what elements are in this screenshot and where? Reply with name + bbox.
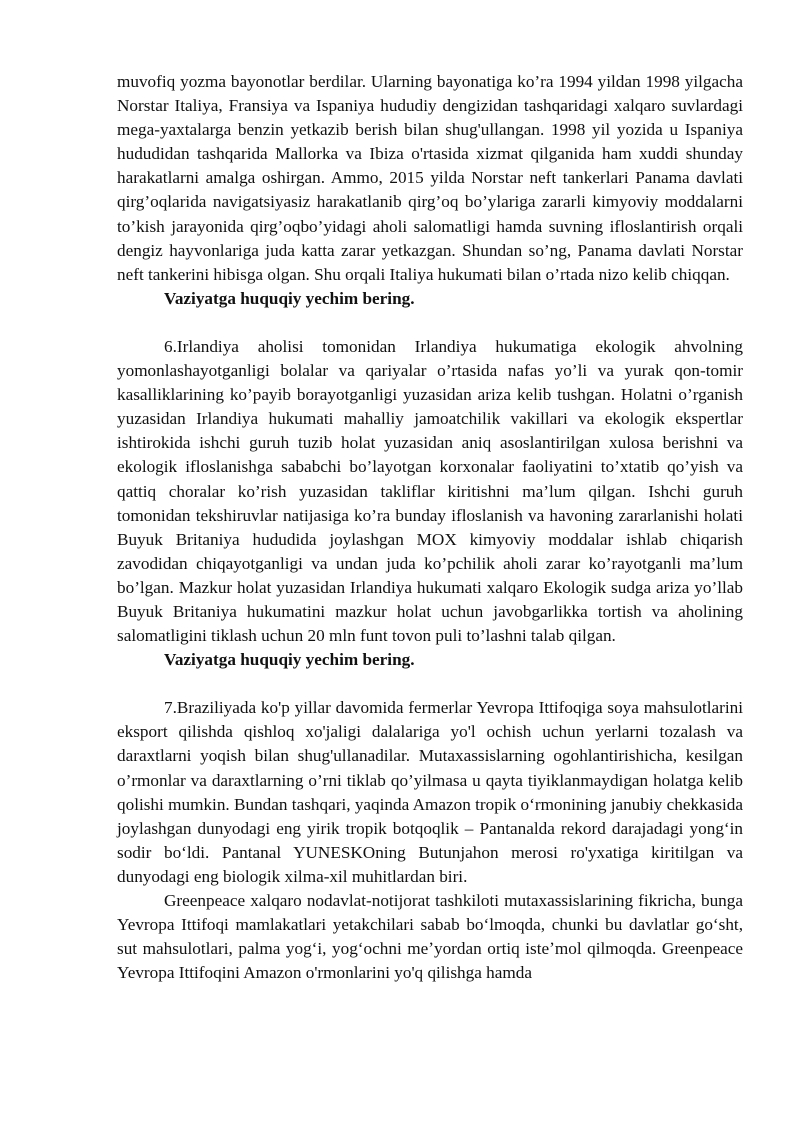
- task-heading-2: Vaziyatga huquqiy yechim bering.: [164, 650, 415, 670]
- paragraph-spacer: [117, 311, 743, 335]
- intro-paragraph: muvofiq yozma bayonotlar berdilar. Ularning bayonatiga ko’ra 1994 yildan 1998 yilgacha Norstar Italiya, Fransiya va Ispaniya hududiy dengizidan tashqaridagi xalqaro suvlardagi mega-yaxtalarga benzin yetkazib berish bilan shug'ullangan. 1998 yil yozida u Ispaniya hududidan tashqarida Mallorka va Ibiza o'rtasida xizmat qilganida ham xuddi shunday harakatlarni amalga oshirgan. Ammo, 2015 yilda Norstar neft tankerlari Panama davlati qirg’oqlarida navigatsiyasiz harakatlanib qirg’oq bo’ylariga zararli kimyoviy moddalarni to’kish jarayonida qirg’oqbo’yidagi aholi salomatligi hamda suvning ifloslantirish orqali dengiz hayvonlariga juda katta zarar yetkazgan. Shundan so’ng, Panama davlati Norstar neft tankerini hibisga olgan. Shu orqali Italiya hukumati bilan o’rtada nizo kelib chiqqan.: [117, 72, 743, 284]
- case-6-paragraph: 6.Irlandiya aholisi tomonidan Irlandiya hukumatiga ekologik ahvolning yomonlashayotganligi bolalar va qariyalar o’rtasida nafas yo’li va yurak qon-tomir kasalliklarining ko’payib borayotganligi yuzasidan ariza kelib tushgan. Holatni o’rganish yuzasidan Irlandiya hukumati mahalliy jamoatchilik vakillari va ekologik ekspertlar ishtirokida ishchi guruh tuzib holat yuzasidan aniq asoslantirilgan xulosa berishni va ekologik ifloslanishga sababchi bo’layotgan korxonalar faoliyatini to’xtatib qo’yish va qattiq choralar ko’rish yuzasidan takliflar kiritishni ma’lum qilgan. Ishchi guruh tomonidan tekshiruvlar natijasiga ko’ra bunday ifloslanish va havoning zararlanishi holati Buyuk Britaniya hududida joylashgan MOX kimyoviy moddalar ishlab chiqarish zavodidan chiqayotganligi va undan juda ko’pchilik aholi zarar ko’rayotganli ma’lum bo’lgan. Mazkur holat yuzasidan Irlandiya hukumati xalqaro Ekologik sudga ariza yo’llab Buyuk Britaniya hukumatini mazkur holat uchun javobgarlikka tortish va aholining salomatligini tiklash uchun 20 mln funt tovon puli to’lashni talab qilgan.: [117, 336, 743, 646]
- document-page: [117, 70, 743, 985]
- case-7-paragraph-1: 7.Braziliyada ko'p yillar davomida fermerlar Yevropa Ittifoqiga soya mahsulotlarini eksport qilishda qishloq xo'jaligi dalalariga yo'l ochish uchun yerlarni tozalash va daraxtlarni yoqish bilan shug'ullanadilar. Mutaxassislarning ogohlantirishicha, kesilgan o’rmonlar va daraxtlarning o’rni tiklab qo’yilmasa u qayta tiyiklanmaydigan holatga kelib qolishi mumkin. Bundan tashqari, yaqinda Amazon tropik oʻrmonining janubiy chekkasida joylashgan dunyodagi eng yirik tropik botqoqlik – Pantanalda rekord darajadagi yongʻin sodir boʻldi. Pantanal YUNESKOning Butunjahon merosi ro'yxatiga kiritilgan va dunyodagi eng biologik xilma-xil muhitlardan biri.: [117, 698, 743, 886]
- task-heading-1: Vaziyatga huquqiy yechim bering.: [164, 288, 415, 308]
- case-7-paragraph-2: Greenpeace xalqaro nodavlat-notijorat tashkiloti mutaxassislarining fikricha, bunga Yevropa Ittifoqi mamlakatlari yetakchilari sabab boʻlmoqda, chunki bu davlatlar goʻsht, sut mahsulotlari, palma yogʻi, yogʻochni meʼyordan ortiq isteʼmol qilmoqda. Greenpeace Yevropa Ittifoqini Amazon o'rmonlarini yo'q qilishga hamda: [117, 891, 743, 983]
- paragraph-spacer: [117, 672, 743, 696]
